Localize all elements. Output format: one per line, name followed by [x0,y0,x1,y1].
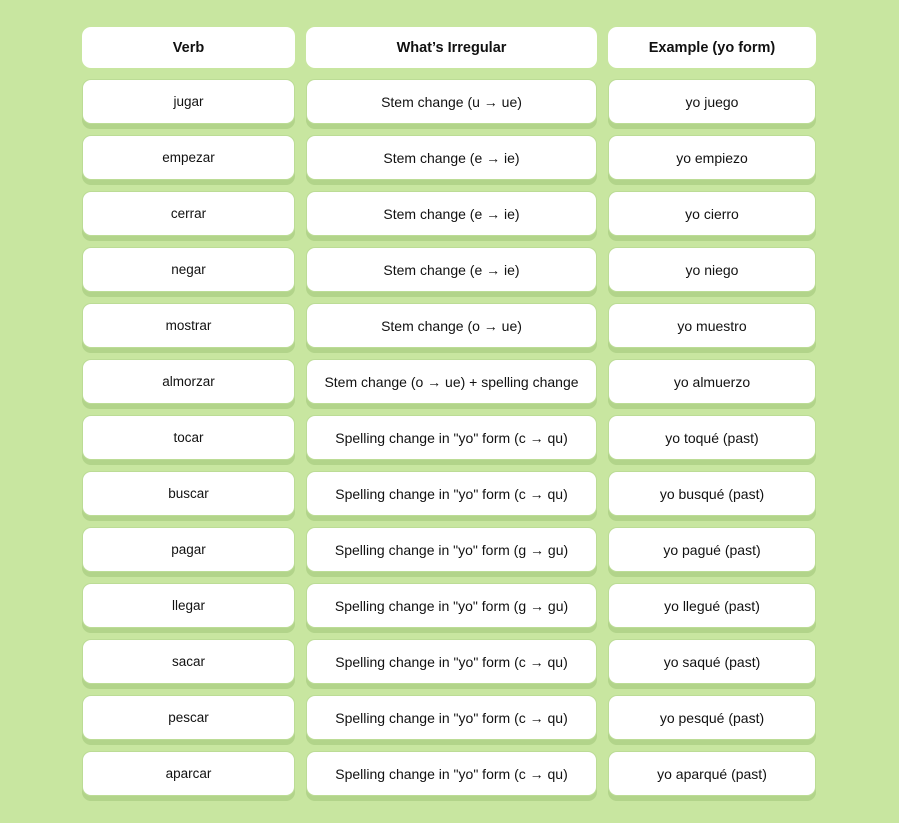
irregular-cell: Spelling change in "yo" form (c → qu) [306,639,597,684]
table-row [82,471,816,516]
example-cell: yo almuerzo [608,359,816,404]
irregular-cell: Spelling change in "yo" form (c → qu) [306,415,597,460]
irregular-cell: Spelling change in "yo" form (c → qu) [306,695,597,740]
table-row [82,527,816,572]
table-row [82,415,816,460]
example-cell: yo cierro [608,191,816,236]
table-row [82,639,816,684]
irregular-cell: Spelling change in "yo" form (g → gu) [306,527,597,572]
table-row [82,359,816,404]
verb-cell: buscar [82,471,295,516]
header-verb: Verb [82,27,295,68]
verb-table [82,27,816,807]
table-row [82,583,816,628]
irregular-cell: Spelling change in "yo" form (g → gu) [306,583,597,628]
example-cell: yo toqué (past) [608,415,816,460]
table-row [82,303,816,348]
irregular-cell: Spelling change in "yo" form (c → qu) [306,471,597,516]
table-body [82,79,816,796]
verb-cell: negar [82,247,295,292]
example-cell: yo empiezo [608,135,816,180]
verb-cell: empezar [82,135,295,180]
verb-cell: sacar [82,639,295,684]
example-cell: yo busqué (past) [608,471,816,516]
irregular-cell: Stem change (o → ue) [306,303,597,348]
irregular-cell: Stem change (e → ie) [306,135,597,180]
verb-cell: cerrar [82,191,295,236]
example-cell: yo muestro [608,303,816,348]
table-row [82,695,816,740]
verb-cell: aparcar [82,751,295,796]
table-row [82,751,816,796]
example-cell: yo llegué (past) [608,583,816,628]
header-example: Example (yo form) [608,27,816,68]
irregular-cell: Stem change (u → ue) [306,79,597,124]
example-cell: yo pesqué (past) [608,695,816,740]
table-row [82,79,816,124]
table-row [82,191,816,236]
verb-cell: pescar [82,695,295,740]
example-cell: yo niego [608,247,816,292]
example-cell: yo pagué (past) [608,527,816,572]
irregular-cell: Stem change (e → ie) [306,247,597,292]
irregular-cell: Stem change (o → ue) + spelling change [306,359,597,404]
verb-cell: pagar [82,527,295,572]
header-row [82,27,816,68]
verb-cell: llegar [82,583,295,628]
header-whats-irregular: What’s Irregular [306,27,597,68]
verb-cell: tocar [82,415,295,460]
verb-cell: almorzar [82,359,295,404]
verb-cell: mostrar [82,303,295,348]
irregular-cell: Spelling change in "yo" form (c → qu) [306,751,597,796]
verb-cell: jugar [82,79,295,124]
example-cell: yo juego [608,79,816,124]
irregular-cell: Stem change (e → ie) [306,191,597,236]
table-row [82,135,816,180]
example-cell: yo saqué (past) [608,639,816,684]
example-cell: yo aparqué (past) [608,751,816,796]
table-row [82,247,816,292]
